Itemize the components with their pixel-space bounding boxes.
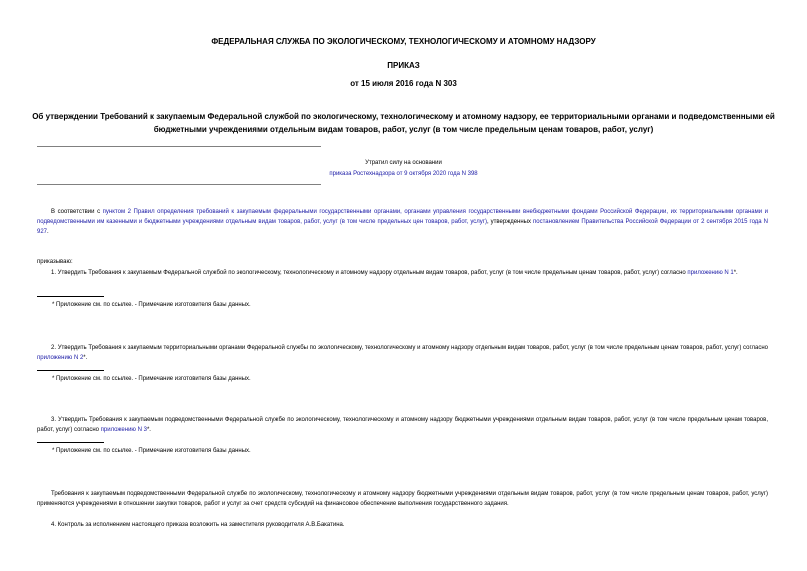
item-2-text: 2. Утвердить Требования к закупаемым территориальными органами Федеральной службы по экологическому, технологическому и атомному надзору отдельным видам товаров, работ, услуг (в том числе предельным ценам товаров, работ, услуг) согласно (51, 345, 768, 351)
date-number-heading: от 15 июля 2016 года N 303 (350, 79, 457, 88)
repeal-notice (0, 158, 807, 180)
preamble-link-decree[interactable]: постановлением Правительства Российской Федерации от 2 сентября 2015 года N 927 (37, 219, 768, 235)
item-3 (37, 415, 768, 435)
item-3-text: 3. Утвердить Требования к закупаемым подведомственными Федеральной службе по экологическому, технологическому и атомному надзору бюджетными учреждениями отдельным видам товаров, работ, услуг (в том числе предельным ценам товаров, работ, услуг) согласно (37, 417, 768, 433)
footnote-3: * Приложение см. по ссылке. - Примечание изготовителя базы данных. (52, 448, 251, 454)
repeal-link[interactable]: приказа Ростехнадзора от 9 октября 2020 года N 398 (329, 171, 478, 177)
item-1-text: 1. Утвердить Требования к закупаемым Федеральной службой по экологическому, технологическому и атомному надзору отдельным видам товаров, работ, услуг (в том числе предельным ценам товаров, работ, услуг) согласно (51, 270, 688, 276)
item-1-suffix: *. (733, 270, 738, 276)
divider-top (37, 146, 321, 147)
item-3-suffix: *. (146, 427, 151, 433)
item-2-appendix-link[interactable]: приложению N 2 (37, 355, 84, 361)
requirements-paragraph: Требования к закупаемым подведомственными Федеральной службе по экологическому, технологическому и атомному надзору бюджетными учреждениями отдельным видам товаров, работ, услуг (в том числе предельным ценам товаров, работ, услуг) применяются учреждениями в отношении закупки товаров, работ и услуг за счет средств субсидий на финансовое обеспечение выполнения государственного задания. (37, 491, 768, 507)
preamble-text-2: , утвержденных (486, 219, 534, 225)
preamble-text-3: . (47, 229, 49, 235)
agency-heading: ФЕДЕРАЛЬНАЯ СЛУЖБА ПО ЭКОЛОГИЧЕСКОМУ, ТЕХНОЛОГИЧЕСКОМУ И АТОМНОМУ НАДЗОРУ (211, 37, 596, 46)
item-4: 4. Контроль за исполнением настоящего приказа возложить на заместителя руководителя А.В.Бакатина. (51, 522, 345, 528)
item-2-suffix: *. (83, 355, 88, 361)
item-3-appendix-link[interactable]: приложению N 3 (100, 427, 147, 433)
footnote-2: * Приложение см. по ссылке. - Примечание изготовителя базы данных. (52, 376, 251, 382)
preamble-paragraph (37, 207, 768, 237)
footnote-rule-3 (37, 442, 104, 443)
item-2 (37, 343, 768, 363)
divider-bottom (37, 184, 321, 185)
repeal-text: Утратил силу на основании (365, 160, 442, 166)
order-word: приказываю: (37, 259, 73, 265)
doc-type-heading: ПРИКАЗ (387, 61, 420, 70)
preamble-text-1: В соответствии с (51, 209, 103, 215)
footnote-rule-2 (37, 370, 104, 371)
item-1 (37, 268, 768, 278)
footnote-rule-1 (37, 296, 104, 297)
footnote-1: * Приложение см. по ссылке. - Примечание изготовителя базы данных. (52, 302, 251, 308)
document-title: Об утверждении Требований к закупаемым Федеральной службой по экологическому, технологическому и атомному надзору, ее территориальными органами и подведомственными ей бюджетными учреждениями отдельным видам товаров, работ, услуг (в том числе предельным ценам товаров, работ, услуг) (32, 112, 775, 134)
item-1-appendix-link[interactable]: приложению N 1 (687, 270, 734, 276)
preamble-link-rules[interactable]: пунктом 2 Правил определения требований к закупаемым федеральными государственными органами, органами управления государственными внебюджетными фондами Российской Федерации, их территориальными органами и подведомственными им казенными и бюджетными учреждениями отдельным видам товаров, работ, услуг (в том числе предельных цен товаров, работ, услуг) (37, 209, 769, 225)
